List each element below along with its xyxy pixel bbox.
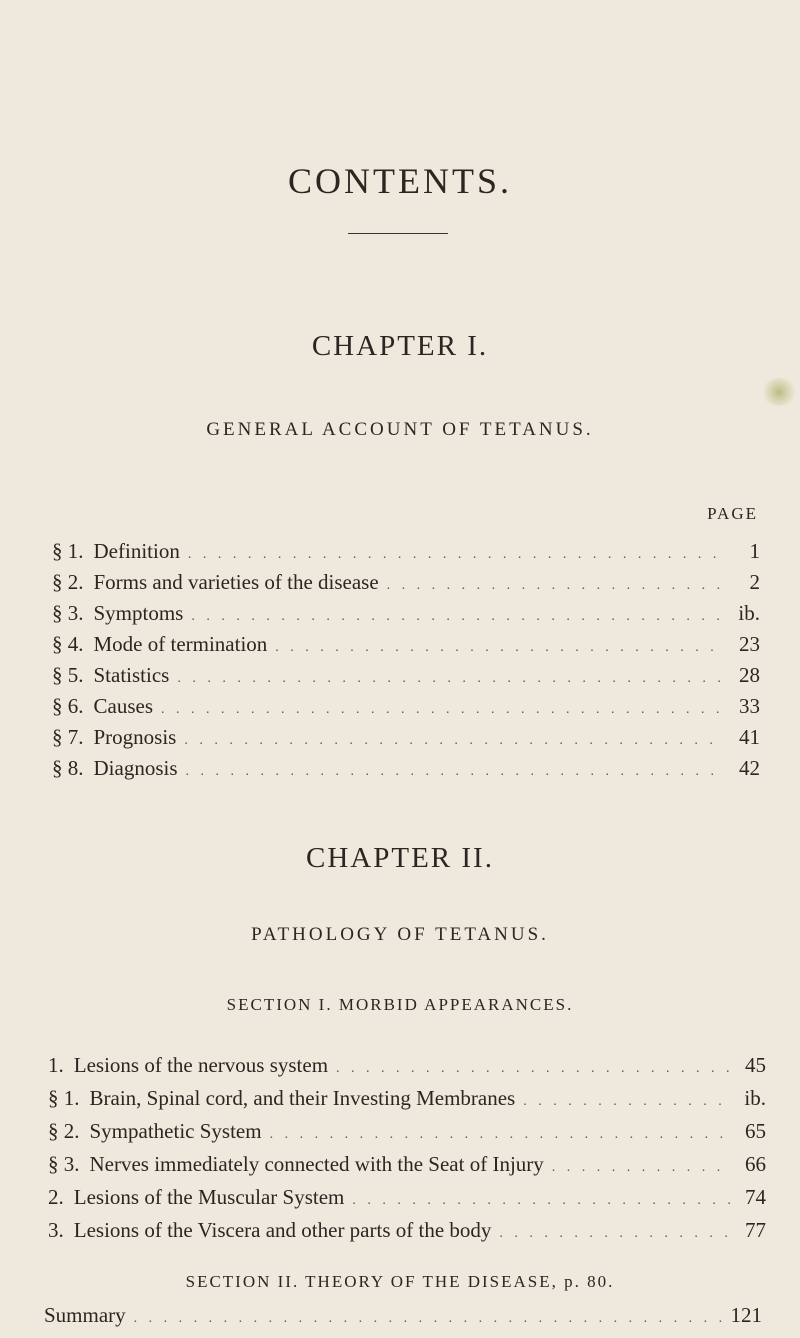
toc-entry[interactable] xyxy=(52,756,760,786)
chapter-2-subheading: PATHOLOGY OF TETANUS. xyxy=(251,924,549,945)
toc-section-number: § 2. xyxy=(48,1119,80,1143)
toc-section-number: § 6. xyxy=(52,694,84,718)
toc-page-number: ib. xyxy=(738,601,760,625)
toc-section-number: § 1. xyxy=(48,1086,80,1110)
toc-entry-title: Diagnosis xyxy=(93,756,178,780)
chapter-2-heading: CHAPTER II. xyxy=(306,842,494,874)
toc-entry-title: Symptoms xyxy=(93,601,184,625)
toc-section-number: § 7. xyxy=(52,725,84,749)
toc-page-number: 42 xyxy=(739,756,760,780)
toc-entry-title: Lesions of the nervous system xyxy=(73,1053,329,1077)
toc-page-number: 66 xyxy=(745,1152,766,1176)
toc-page-number: 41 xyxy=(739,725,760,749)
section-2-heading: SECTION II. THEORY OF THE DISEASE, p. 80. xyxy=(185,1272,615,1291)
dot-leader xyxy=(191,609,724,625)
toc-page-number: 121 xyxy=(730,1303,762,1327)
toc-entry[interactable] xyxy=(48,1185,766,1215)
dot-leader xyxy=(387,578,724,594)
toc-page-number: 45 xyxy=(745,1053,766,1077)
toc-section-number: § 3. xyxy=(48,1152,80,1176)
toc-section-number: § 5. xyxy=(52,663,84,687)
dot-leader xyxy=(552,1160,730,1176)
toc-entry-title: Forms and varieties of the disease xyxy=(93,570,379,594)
paper-stain xyxy=(762,378,796,406)
toc-entry-title: Lesions of the Muscular System xyxy=(73,1185,345,1209)
toc-section-number: 1. xyxy=(48,1053,64,1077)
title-rule xyxy=(348,233,448,234)
dot-leader xyxy=(275,640,724,656)
toc-entry-title: Statistics xyxy=(93,663,170,687)
toc-entry-title: Brain, Spinal cord, and their Investing Membranes xyxy=(89,1086,516,1110)
toc-entry[interactable] xyxy=(52,694,760,724)
toc-section-number: 3. xyxy=(48,1218,64,1242)
toc-page-number: 33 xyxy=(739,694,760,718)
toc-entry-title: Lesions of the Viscera and other parts of the body xyxy=(73,1218,492,1242)
toc-section-number: § 8. xyxy=(52,756,84,780)
toc-entry[interactable] xyxy=(52,725,760,755)
dot-leader xyxy=(499,1226,730,1242)
dot-leader xyxy=(270,1127,730,1143)
toc-section-number: § 1. xyxy=(52,539,84,563)
toc-page-number: 23 xyxy=(739,632,760,656)
section-1-heading: SECTION I. MORBID APPEARANCES. xyxy=(226,995,574,1014)
dot-leader xyxy=(161,702,724,718)
chapter-1-heading: CHAPTER I. xyxy=(311,330,489,362)
toc-entry-title: Causes xyxy=(93,694,153,718)
dot-leader xyxy=(352,1193,730,1209)
page-title: CONTENTS. xyxy=(288,161,512,201)
toc-page-number: 1 xyxy=(749,539,760,563)
toc-entry-title: Sympathetic System xyxy=(89,1119,262,1143)
toc-page-number: 74 xyxy=(745,1185,766,1209)
toc-entry[interactable] xyxy=(48,1152,766,1182)
toc-entry[interactable] xyxy=(48,1119,766,1149)
toc-entry[interactable] xyxy=(48,1053,766,1083)
toc-entry[interactable] xyxy=(52,632,760,662)
chapter-1-subheading: GENERAL ACCOUNT OF TETANUS. xyxy=(206,419,594,440)
toc-entry[interactable] xyxy=(52,539,760,569)
dot-leader xyxy=(523,1094,730,1110)
toc-section-number: § 3. xyxy=(52,601,84,625)
toc-entry-summary[interactable] xyxy=(44,1303,762,1333)
dot-leader xyxy=(336,1061,730,1077)
toc-entry[interactable] xyxy=(52,601,760,631)
dot-leader xyxy=(177,671,724,687)
toc-entry-title: Definition xyxy=(93,539,180,563)
toc-page-number: ib. xyxy=(744,1086,766,1110)
dot-leader xyxy=(188,547,724,563)
toc-entry[interactable] xyxy=(52,663,760,693)
dot-leader xyxy=(186,764,725,780)
toc-entry[interactable] xyxy=(48,1086,766,1116)
dot-leader xyxy=(184,733,724,749)
toc-entry[interactable] xyxy=(52,570,760,600)
toc-entry-title: Mode of termination xyxy=(93,632,268,656)
toc-entry-title: Nerves immediately connected with the Seat of Injury xyxy=(89,1152,544,1176)
toc-page-number: 2 xyxy=(749,570,760,594)
toc-section-number: § 2. xyxy=(52,570,84,594)
toc-entry-title: Prognosis xyxy=(93,725,177,749)
toc-page-number: 77 xyxy=(745,1218,766,1242)
toc-section-number: § 4. xyxy=(52,632,84,656)
toc-entry-title: Summary xyxy=(44,1303,126,1327)
toc-page-number: 65 xyxy=(745,1119,766,1143)
toc-entry[interactable] xyxy=(48,1218,766,1248)
toc-section-number: 2. xyxy=(48,1185,64,1209)
page-column-label: PAGE xyxy=(707,504,758,523)
dot-leader xyxy=(134,1311,723,1327)
toc-page-number: 28 xyxy=(739,663,760,687)
